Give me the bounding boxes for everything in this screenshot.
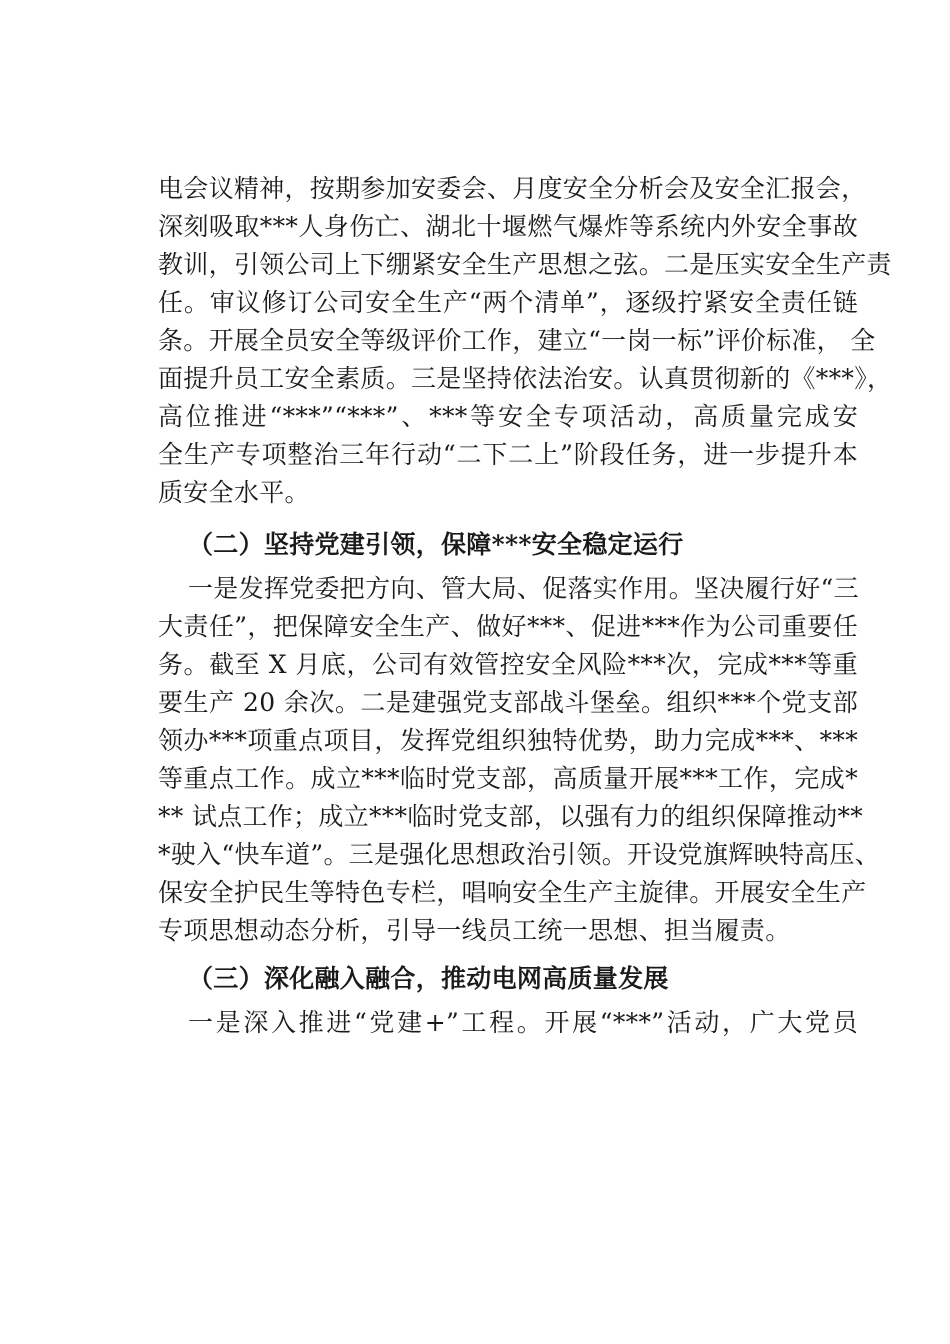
body-text-line: 要生产 20 余次。二是建强党支部战斗堡垒。组织***个党支部	[158, 688, 858, 717]
body-text-line: 深刻吸取***人身伤亡、湖北十堰燃气爆炸等系统内外安全事故	[158, 212, 858, 241]
body-text-line: 一是深入推进“党建+”工程。开展“***”活动，广大党员	[188, 1008, 858, 1037]
body-text-line: 质安全水平。	[158, 478, 310, 507]
body-text-line: 专项思想动态分析，引导一线员工统一思想、担当履责。	[158, 916, 791, 945]
section-heading: （三）深化融入融合，推动电网高质量发展	[188, 964, 669, 993]
body-text-line: 领办***项重点项目，发挥党组织独特优势，助力完成***、***	[158, 726, 858, 755]
body-text-line: 面提升员工安全素质。三是坚持依法治安。认真贯彻新的《***》，	[158, 364, 893, 393]
body-text-line: *驶入“快车道”。三是强化思想政治引领。开设党旗辉映特高压、	[158, 840, 881, 869]
body-text-line: 条。开展全员安全等级评价工作，建立“一岗一标”评价标准， 全	[158, 326, 876, 355]
body-text-line: 教训，引领公司上下绷紧安全生产思想之弦。二是压实安全生产责	[158, 250, 892, 279]
body-text-line: 务。截至 X 月底，公司有效管控安全风险***次，完成***等重	[158, 650, 858, 679]
body-text-line: 保安全护民生等特色专栏，唱响安全生产主旋律。开展安全生产	[158, 878, 867, 907]
body-text-line: 等重点工作。成立***临时党支部，高质量开展***工作，完成*	[158, 764, 858, 793]
body-text-line: 电会议精神，按期参加安委会、月度安全分析会及安全汇报会，	[158, 174, 867, 203]
body-text-line: 一是发挥党委把方向、管大局、促落实作用。坚决履行好“三	[188, 574, 859, 603]
body-text-line: 大责任”，把保障安全生产、做好***、促进***作为公司重要任	[158, 612, 858, 641]
body-text-line: 全生产专项整治三年行动“二下二上”阶段任务，进一步提升本	[158, 440, 858, 469]
body-text-line: 高位推进“***”“***”、***等安全专项活动，高质量完成安	[158, 402, 858, 431]
body-text-line: 任。审议修订公司安全生产“两个清单”，逐级拧紧安全责任链	[158, 288, 858, 317]
section-heading: （二）坚持党建引领，保障***安全稳定运行	[188, 530, 684, 559]
body-text-line: ** 试点工作；成立***临时党支部，以强有力的组织保障推动**	[158, 802, 864, 831]
